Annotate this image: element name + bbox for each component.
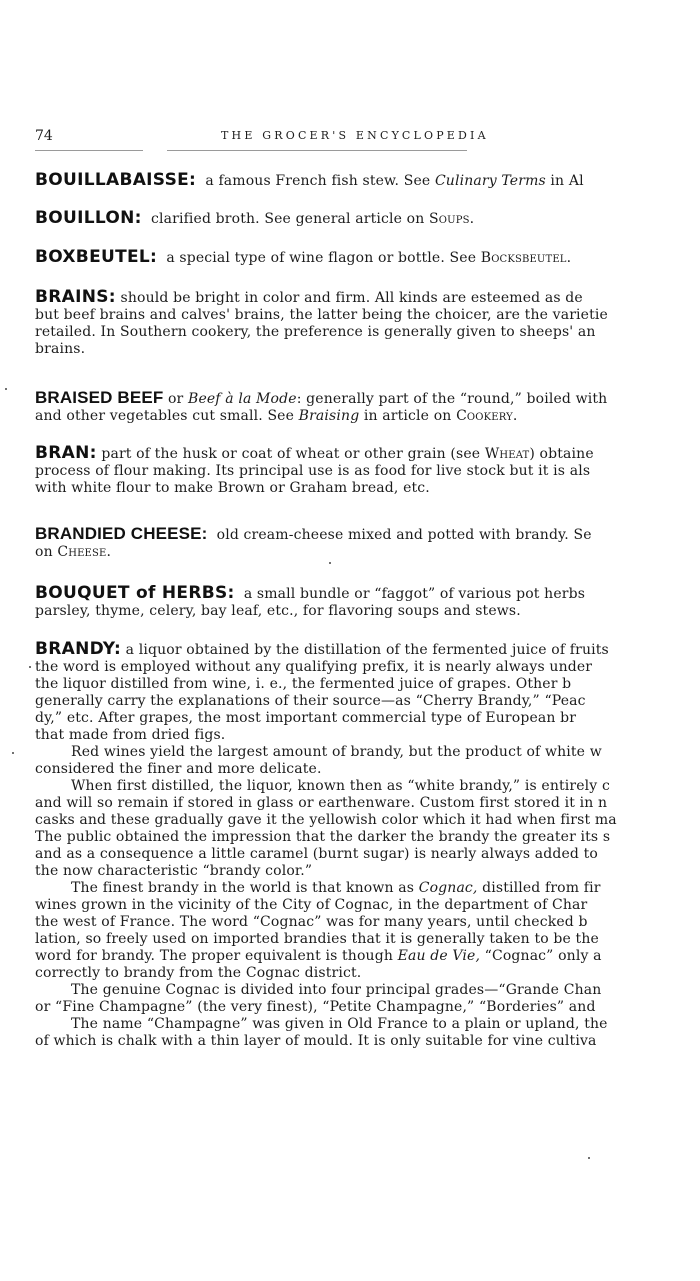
entry-brandy: BRANDY: a liquor obtained by the distillation of the fermented juice of fruits the word is employed without any qualifying prefix, it is nearly always under the liquor distilled from wine, i. e., the fermented juice of grapes. Other b generally carry the explanations of their source—as “Cherry Brandy,” “Peac dy,” etc. After grapes, the most important commercial type of European br that made from dried figs. Red wines yield the largest amount of brandy, but the product of white w considered the finer and more delicate. When first distilled, the liquor, known then as “white brandy,” is entirely c and will so remain if stored in glass or earthenware. Custom first stored it in n casks and these gradually gave it the yellowish color which it had when first ma The public obtained the impression that the darker the brandy the greater its s and as a consequence a little caramel (burnt sugar) is nearly always added to the now characteristic “brandy color.” The finest brandy in the world is that known as Cognac, distilled from fir wines grown in the vicinity of the City of Cognac, in the department of Char the west of France. The word “Cognac” was for many years, until checked b lation, so freely used on imported brandies that it is generally taken to be the word for brandy. The proper equivalent is though Eau de Vie, “Cognac” only a correctly to brandy from the Cognac district. The genuine Cognac is divided into four principal grades—“Grande Chan or “Fine Champagne” (the very finest), “Petite Champagne,” “Borderies” and The name “Champagne” was given in Old France to a plain or upland, the of which is chalk with a thin layer of mould. It is only suitable for vine cultiva xyxy=(35,641,700,1050)
headword: BRANDIED CHEESE: xyxy=(35,524,208,543)
entry-bran: BRAN: part of the husk or coat of wheat or other grain (see Wheat) obtaine process of flour making. Its principal use is as food for live stock but it is als with white flour to make Brown or Graham bread, etc. xyxy=(35,443,594,496)
cross-reference: Braising xyxy=(298,408,360,424)
headword: BOXBEUTEL: xyxy=(35,247,158,267)
entry-brandied-cheese: BRANDIED CHEESE: old cream-cheese mixed and potted with brandy. Se on Cheese. xyxy=(35,524,592,560)
print-speck xyxy=(329,562,331,564)
paragraph-first-line: The finest brandy in the world is that known as Cognac, distilled from fir xyxy=(71,880,601,896)
cross-reference: Cheese xyxy=(57,544,107,560)
cross-reference: Wheat xyxy=(484,446,530,462)
cross-reference: Bocksbeutel xyxy=(480,250,567,266)
paragraph-first-line: When first distilled, the liquor, known then as “white brandy,” is entirely c xyxy=(71,778,610,794)
print-speck xyxy=(12,752,14,754)
headword: BOUQUET of HERBS: xyxy=(35,583,235,603)
paragraph-first-line: The name “Champagne” was given in Old France to a plain or upland, the xyxy=(71,1016,608,1032)
header-rule-left xyxy=(35,150,143,151)
headword: BRANDY: xyxy=(35,639,122,659)
print-speck xyxy=(29,666,31,668)
headword: BRAINS: xyxy=(35,287,116,307)
headword: BOUILLON: xyxy=(35,208,142,228)
headword: BRAN: xyxy=(35,443,97,463)
entry-bouillabaisse: BOUILLABAISSE: a famous French fish stew. See Culinary Terms in Al xyxy=(35,170,584,190)
entry-boxbeutel: BOXBEUTEL: a special type of wine flagon or bottle. See Bocksbeutel. xyxy=(35,247,572,267)
paragraph-first-line: Red wines yield the largest amount of brandy, but the product of white w xyxy=(71,744,602,760)
running-title: THE GROCER'S ENCYCLOPEDIA xyxy=(221,129,489,142)
cross-reference: Culinary Terms xyxy=(434,173,546,189)
headword: BOUILLABAISSE: xyxy=(35,170,197,190)
cross-reference: Cookery xyxy=(456,408,513,424)
entry-brains: BRAINS: should be bright in color and firm. All kinds are esteemed as de but beef brains and calves' brains, the latter being the choicer, are the varietie retailed. In Southern cookery, the preference is generally given to sheeps' an brains. xyxy=(35,287,608,357)
cross-reference: Soups xyxy=(429,211,470,227)
headword: BRAISED BEEF xyxy=(35,388,164,407)
paragraph-first-line: The genuine Cognac is divided into four principal grades—“Grande Chan xyxy=(71,982,602,998)
page-number: 74 xyxy=(35,128,53,144)
print-speck xyxy=(588,1157,590,1159)
entry-braised-beef: BRAISED BEEF or Beef à la Mode: generally part of the “round,” boiled with and other vegetables cut small. See Braising in article on Cookery. xyxy=(35,388,608,424)
entry-bouillon: BOUILLON: clarified broth. See general article on Soups. xyxy=(35,208,475,228)
page-header xyxy=(35,128,700,148)
header-rule-center xyxy=(167,150,467,151)
entry-bouquet-of-herbs: BOUQUET of HERBS: a small bundle or “faggot” of various pot herbs parsley, thyme, celery, bay leaf, etc., for flavoring soups and stews. xyxy=(35,583,586,619)
print-speck xyxy=(5,388,7,390)
